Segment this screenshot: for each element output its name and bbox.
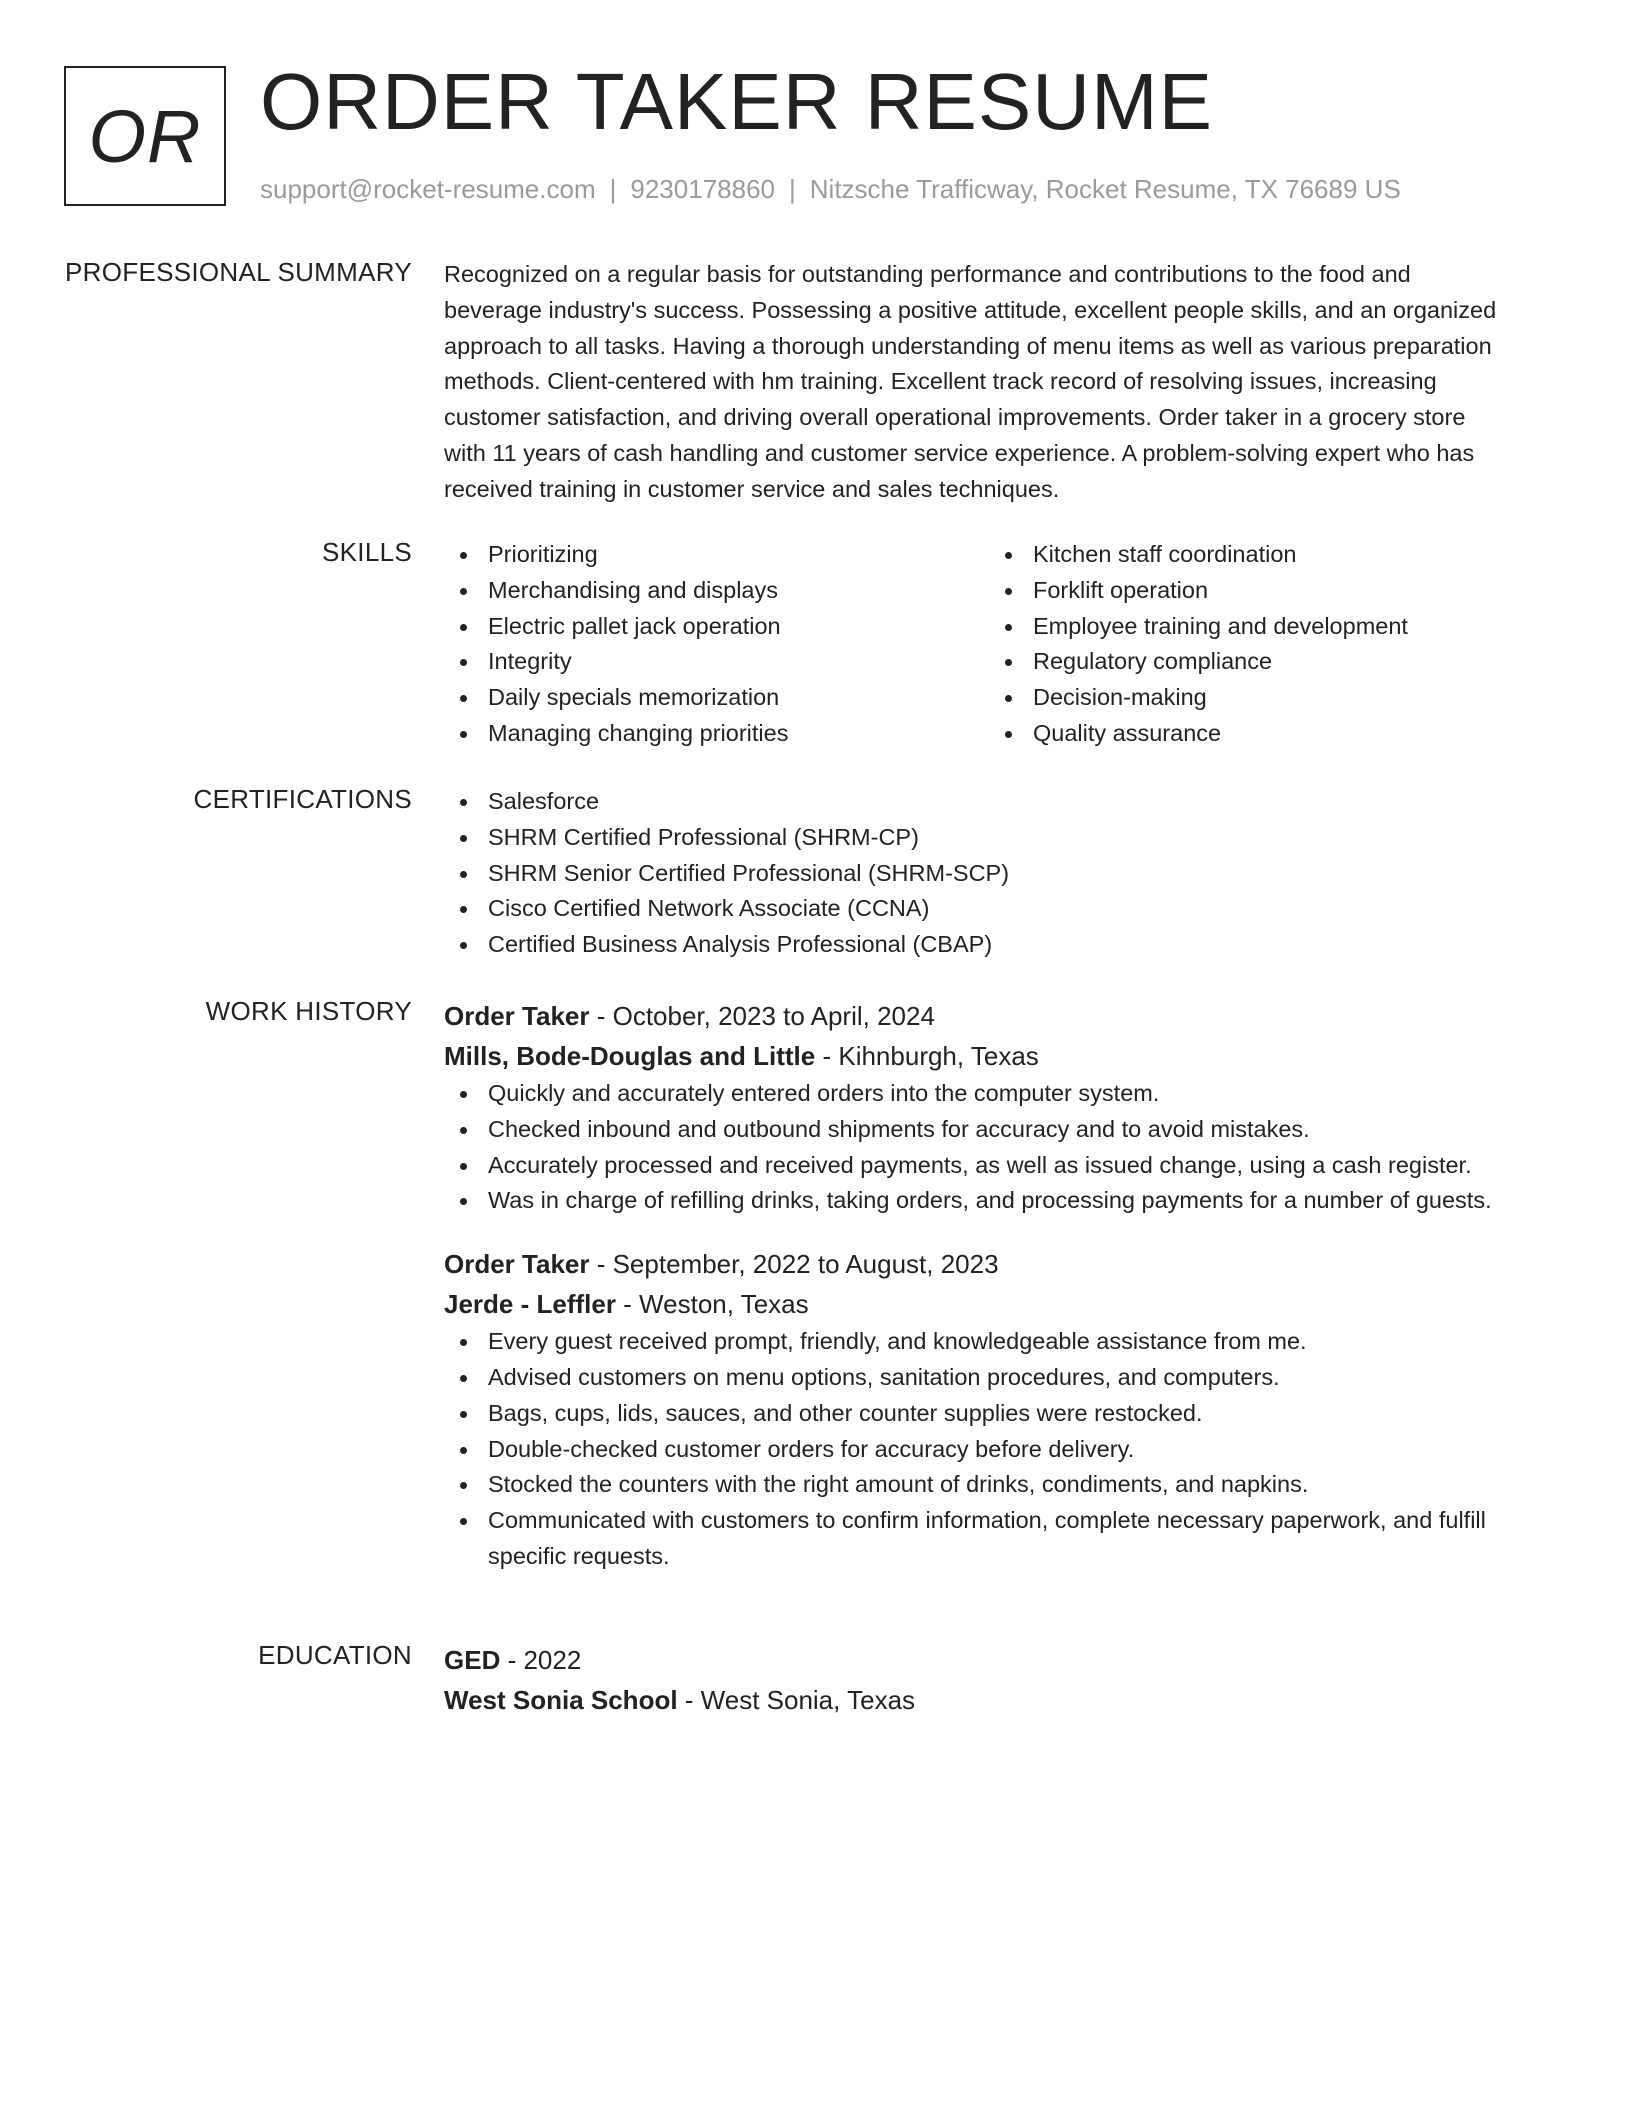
summary-line: methods. Client-centered with hm training. Excellent track record of resolving issues, increasing [444,368,1437,395]
job-duty-item: Stocked the counters with the right amount of drinks, condiments, and napkins. [444,1467,1564,1503]
job-title: Order Taker [444,1249,590,1280]
education-school: West Sonia School [444,1685,678,1715]
summary-line: customer satisfaction, and driving overall operational improvements. Order taker in a grocery store [444,404,1466,431]
skills-body [444,537,1564,752]
job-dates: - October, 2023 to April, 2024 [589,1001,935,1031]
job-duty-item: Bags, cups, lids, sauces, and other counter supplies were restocked. [444,1396,1564,1432]
job-duty-item: Quickly and accurately entered orders into the computer system. [444,1076,1564,1112]
education-body [444,1640,1564,1720]
job-duty-item: Every guest received prompt, friendly, and knowledgeable assistance from me. [444,1324,1564,1360]
certification-item: Salesforce [444,784,1564,820]
job-duty-item: Advised customers on menu options, sanitation procedures, and computers. [444,1360,1564,1396]
section-label-work-history: WORK HISTORY [205,996,412,1026]
certification-item: Cisco Certified Network Associate (CCNA) [444,891,1564,927]
summary-line: approach to all tasks. Having a thorough understanding of menu items as well as various preparation [444,332,1492,359]
certification-item: Certified Business Analysis Professional (CBAP) [444,927,1564,963]
education-degree: GED [444,1645,501,1675]
job-duties-list [444,1076,1564,1219]
skill-item: Electric pallet jack operation [444,609,989,645]
certification-item: SHRM Certified Professional (SHRM-CP) [444,820,1564,856]
contact-address: Nitzsche Trafficway, Rocket Resume, TX 76689 US [809,174,1401,204]
job-duty-item: Communicated with customers to confirm information, complete necessary paperwork, and fulfill specific requests. [444,1503,1564,1575]
job-location: - Kihnburgh, Texas [815,1041,1039,1071]
skill-item: Merchandising and displays [444,573,989,609]
summary-line: beverage industry's success. Possessing a positive attitude, excellent people skills, and an organized [444,296,1497,323]
job-duty-item: Checked inbound and outbound shipments for accuracy and to avoid mistakes. [444,1112,1564,1148]
skill-item: Employee training and development [989,609,1534,645]
skills-list-right [989,537,1534,752]
contact-phone[interactable]: 9230178860 [630,174,775,204]
monogram-box [64,66,226,206]
certifications-body [444,784,1564,963]
education-degree-line [444,1640,1564,1680]
monogram-initials: OR [88,94,202,178]
section-label-education: EDUCATION [258,1640,412,1670]
contact-line [260,174,1401,205]
job-duties-list [444,1324,1564,1575]
job-title-line [444,996,1564,1036]
job-company: Mills, Bode-Douglas and Little [444,1041,816,1071]
work-history-body [444,996,1564,1575]
skill-item: Kitchen staff coordination [989,537,1534,573]
job-company-line [444,1284,1564,1324]
skill-item: Quality assurance [989,716,1534,752]
skill-item: Integrity [444,644,989,680]
job-dates: - September, 2022 to August, 2023 [589,1249,999,1280]
contact-separator: | [789,174,796,204]
contact-email[interactable]: support@rocket-resume.com [260,174,596,204]
skill-item: Regulatory compliance [989,644,1534,680]
job-entry [444,996,1564,1219]
skill-item: Forklift operation [989,573,1534,609]
job-duty-item: Double-checked customer orders for accuracy before delivery. [444,1432,1564,1468]
skill-item: Prioritizing [444,537,989,573]
education-year: - 2022 [500,1645,582,1675]
summary-line: Recognized on a regular basis for outstanding performance and contributions to the food and [444,261,1411,287]
job-company-line [444,1036,1564,1076]
skill-item: Managing changing priorities [444,716,989,752]
skills-columns [444,537,1564,752]
job-company: Jerde - Leffler [444,1289,616,1320]
job-title: Order Taker [444,1001,590,1031]
contact-separator: | [609,174,617,204]
certifications-list [444,784,1564,963]
job-location: - Weston, Texas [615,1289,809,1320]
certification-item: SHRM Senior Certified Professional (SHRM-SCP) [444,856,1564,892]
education-school-line [444,1680,1564,1720]
summary-line: received training in customer service and sales techniques. [444,475,1060,502]
skills-list-left [444,537,989,752]
job-duty-item: Accurately processed and received payments, as well as issued change, using a cash register. [444,1148,1564,1184]
job-title-line [444,1244,1564,1284]
summary-body [444,257,1564,508]
job-entry [444,1244,1564,1575]
summary-line: with 11 years of cash handling and customer service experience. A problem-solving expert who has [444,439,1475,466]
skill-item: Decision-making [989,680,1534,716]
section-label-summary: PROFESSIONAL SUMMARY [65,257,412,287]
skill-item: Daily specials memorization [444,680,989,716]
section-label-certifications: CERTIFICATIONS [193,784,412,814]
education-location: - West Sonia, Texas [677,1685,916,1715]
job-duty-item: Was in charge of refilling drinks, taking orders, and processing payments for a number of guests. [444,1183,1564,1219]
section-label-skills: SKILLS [322,537,412,567]
resume-title: ORDER TAKER RESUME [260,57,1213,146]
